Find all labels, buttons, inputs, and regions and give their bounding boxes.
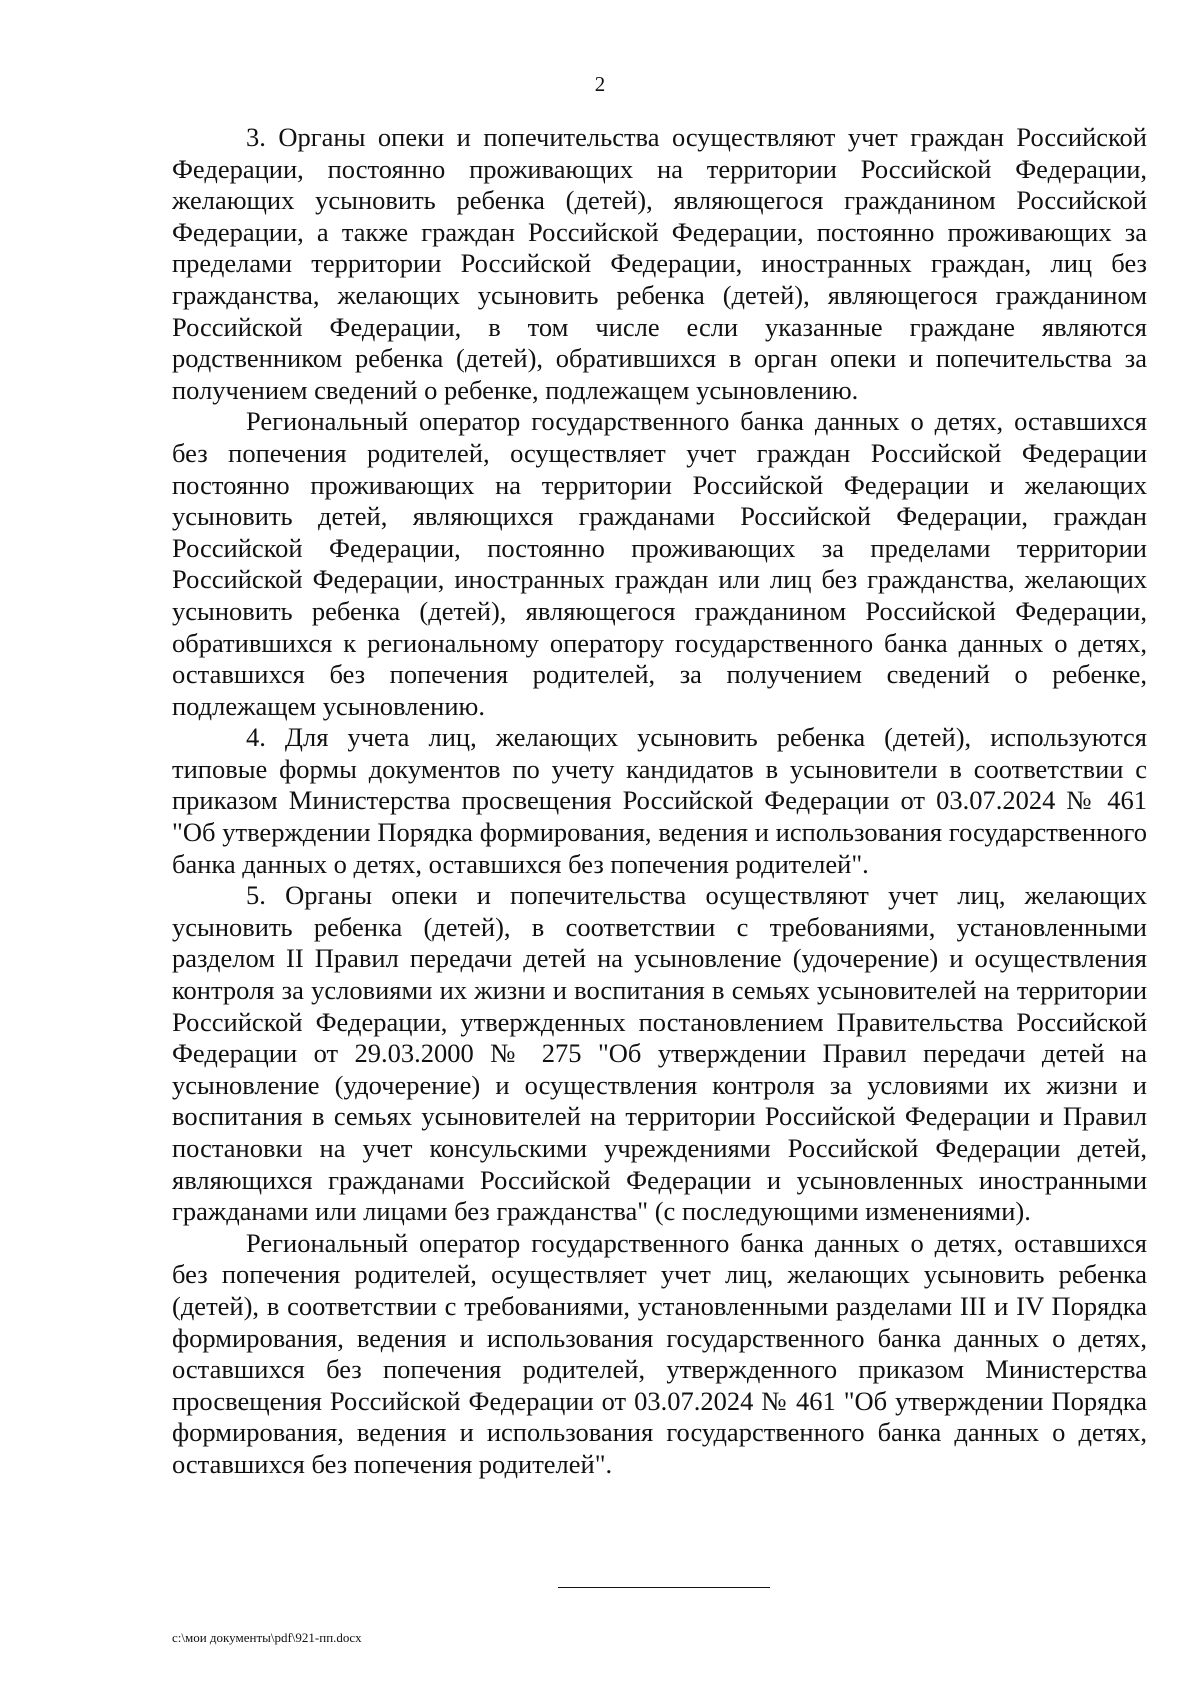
paragraph-regional-operator-citizens: Региональный оператор государственного банка данных о детях, оставшихся без попечения родителей, осуществляет учет граждан Российской Федерации постоянно проживающих на территории Российской Федерации и желающих усыновить детей, являющихся гражданами Российской Федерации, граждан Российской Федерации, постоянно проживающих за пределами территории Российской Федерации, иностранных граждан или лиц без гражданства, желающих усыновить ребенка (детей), являющегося гражданином Российской Федерации, обратившихся к региональному оператору государственного банка данных о детях, оставшихся без попечения родителей, за получением сведений о ребенке, подлежащем усыновлению. xyxy=(172,406,1147,721)
paragraph-item-5-guardianship-registration: 5. Органы опеки и попечительства осуществляют учет лиц, желающих усыновить ребенка (детей), в соответствии с требованиями, установленными разделом II Правил передачи детей на усыновление (удочерение) и осуществления контроля за условиями их жизни и воспитания в семьях усыновителей на территории Российской Федерации, утвержденных постановлением Правительства Российской Федерации от 29.03.2000 № 275 "Об утверждении Правил передачи детей на усыновление (удочерение) и осуществления контроля за условиями их жизни и воспитания в семьях усыновителей на территории Российской Федерации и Правил постановки на учет консульскими учреждениями Российской Федерации детей, являющихся гражданами Российской Федерации и усыновленных иностранными гражданами или лицами без гражданства" (с последующими изменениями). xyxy=(172,880,1147,1227)
page-number: 2 xyxy=(594,72,606,96)
paragraph-regional-operator-persons: Региональный оператор государственного банка данных о детях, оставшихся без попечения родителей, осуществляет учет лиц, желающих усыновить ребенка (детей), в соответствии с требованиями, установленными разделами III и IV Порядка формирования, ведения и использования государственного банка данных о детях, оставшихся без попечения родителей, утвержденного приказом Министерства просвещения Российской Федерации от 03.07.2024 № 461 "Об утверждении Порядка формирования, ведения и использования государственного банка данных о детях, оставшихся без попечения родителей". xyxy=(172,1227,1147,1479)
paragraph-item-4-document-forms: 4. Для учета лиц, желающих усыновить ребенка (детей), используются типовые формы документов по учету кандидатов в усыновители в соответствии с приказом Министерства просвещения Российской Федерации от 03.07.2024 № 461 "Об утверждении Порядка формирования, ведения и использования государственного банка данных о детях, оставшихся без попечения родителей". xyxy=(172,722,1147,879)
closing-divider xyxy=(558,1587,770,1588)
footer-file-path: c:\мои документы\pdf\921-пп.docx xyxy=(172,1630,362,1645)
document-body xyxy=(172,122,1147,1481)
paragraph-item-3-guardianship: 3. Органы опеки и попечительства осуществляют учет граждан Российской Федерации, постоянно проживающих на территории Российской Федерации, желающих усыновить ребенка (детей), являющегося гражданином Российской Федерации, а также граждан Российской Федерации, постоянно проживающих за пределами территории Российской Федерации, иностранных граждан, лиц без гражданства, желающих усыновить ребенка (детей), являющегося гражданином Российской Федерации, в том числе если указанные граждане являются родственником ребенка (детей), обратившихся в орган опеки и попечительства за получением сведений о ребенке, подлежащем усыновлению. xyxy=(172,122,1147,405)
